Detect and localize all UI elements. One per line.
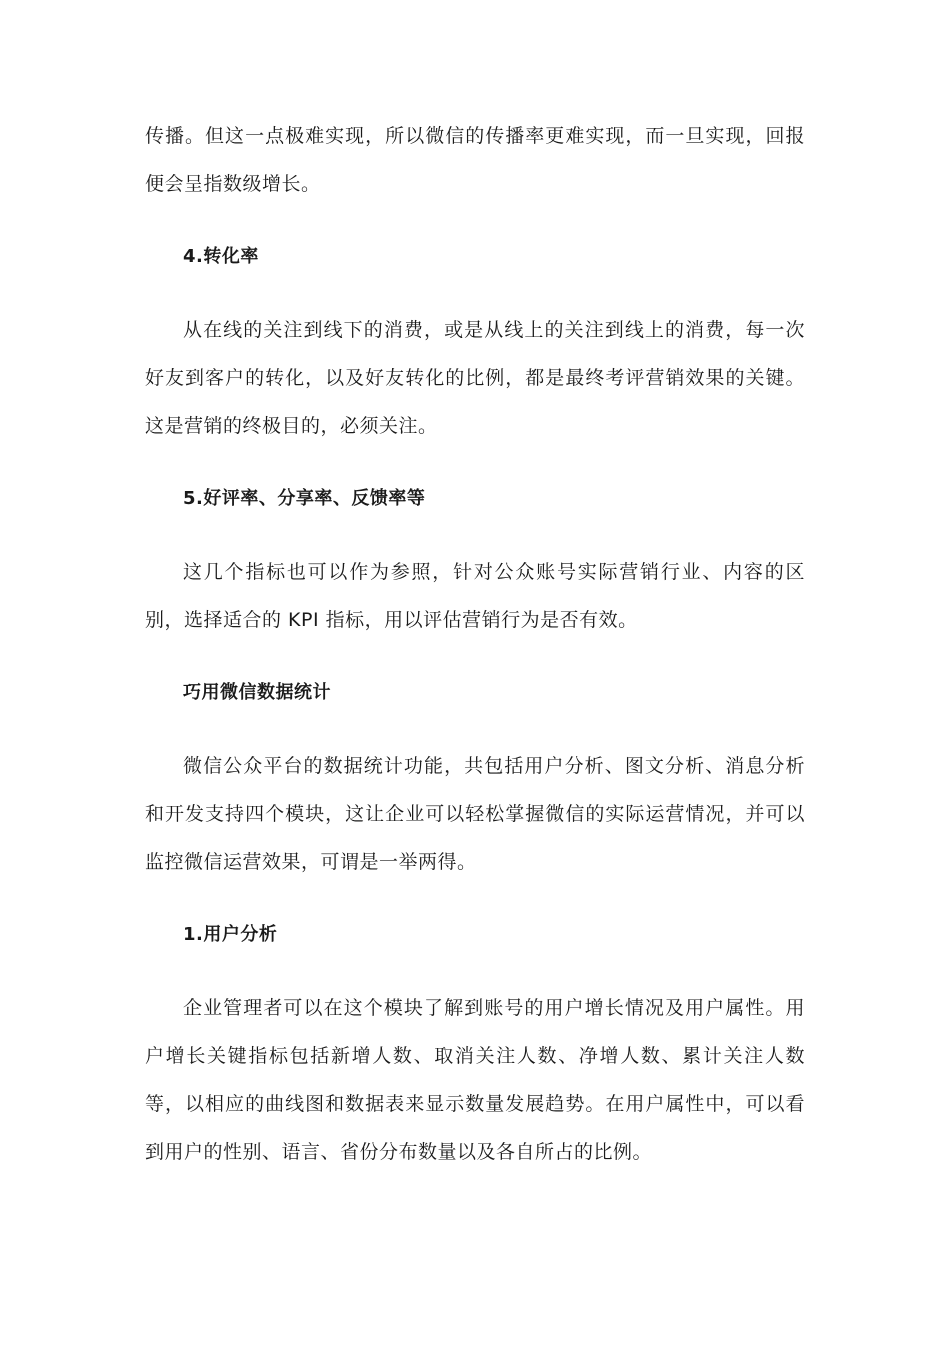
paragraph-propagation: 传播。但这一点极难实现，所以微信的传播率更难实现，而一旦实现，回报便会呈指数级增长。 [145,125,805,195]
heading-user-analysis: 1.用户分析 [183,924,278,945]
heading-review-share-feedback: 5.好评率、分享率、反馈率等 [183,488,426,509]
paragraph-kpi: 这几个指标也可以作为参照，针对公众账号实际营销行业、内容的区别，选择适合的 KPI 指标，用以评估营销行为是否有效。 [145,561,805,631]
heading-wechat-statistics: 巧用微信数据统计 [183,682,331,703]
document-page [145,112,805,1176]
paragraph-user-analysis: 企业管理者可以在这个模块了解到账号的用户增长情况及用户属性。用户增长关键指标包括新增人数、取消关注人数、净增人数、累计关注人数等，以相应的曲线图和数据表来显示数量发展趋势。在用户属性中，可以看到用户的性别、语言、省份分布数量以及各自所占的比例。 [145,997,805,1163]
heading-conversion-rate: 4.转化率 [183,246,259,267]
paragraph-conversion-rate: 从在线的关注到线下的消费，或是从线上的关注到线上的消费，每一次好友到客户的转化，以及好友转化的比例，都是最终考评营销效果的关键。这是营销的终极目的，必须关注。 [145,319,805,437]
paragraph-wechat-statistics: 微信公众平台的数据统计功能，共包括用户分析、图文分析、消息分析和开发支持四个模块，这让企业可以轻松掌握微信的实际运营情况，并可以监控微信运营效果，可谓是一举两得。 [145,755,805,873]
